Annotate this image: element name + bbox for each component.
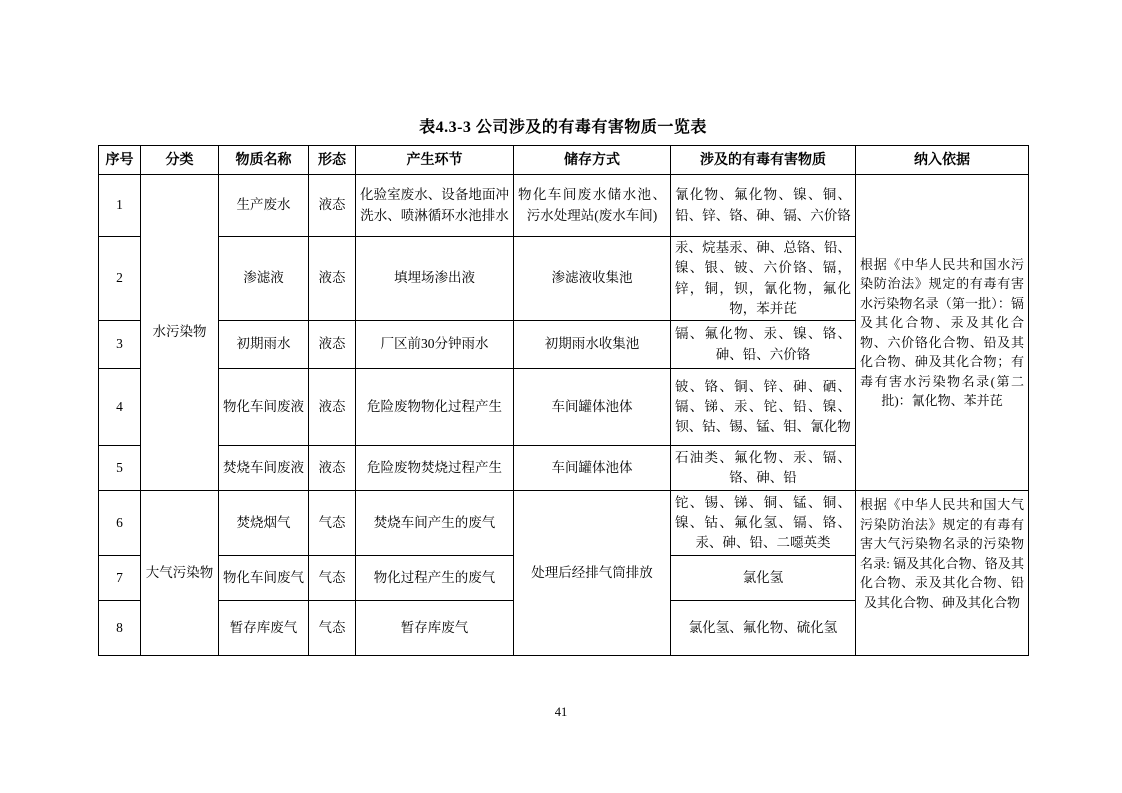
cell-toxics: 铍、铬、铜、锌、砷、硒、镉、锑、汞、铊、铅、镍、钡、钴、锡、锰、钼、氰化物: [671, 369, 856, 446]
cell-source: 危险废物焚烧过程产生: [356, 446, 514, 491]
header-row: [99, 146, 1029, 175]
column-header-serial: 序号: [99, 146, 141, 175]
table-row-1: [99, 175, 1029, 237]
cell-source: 焚烧车间产生的废气: [356, 491, 514, 556]
cell-toxics: 氯化氢: [671, 556, 856, 601]
cell-source: 危险废物物化过程产生: [356, 369, 514, 446]
cell-form: 气态: [309, 556, 356, 601]
cell-serial: 5: [99, 446, 141, 491]
cell-substance-name: 焚烧烟气: [219, 491, 309, 556]
cell-serial: 1: [99, 175, 141, 237]
cell-substance-name: 渗滤液: [219, 237, 309, 321]
cell-source: 物化过程产生的废气: [356, 556, 514, 601]
cell-basis-air: 根据《中华人民共和国大气污染防治法》规定的有毒有害大气污染物名录的污染物名录: 镉及其化合物、铬及其化合物、汞及其化合物、铅及其化合物、砷及其化合物: [856, 491, 1029, 656]
cell-category-air: 大气污染物: [141, 491, 219, 656]
cell-source: 厂区前30分钟雨水: [356, 321, 514, 369]
cell-storage: 渗滤液收集池: [514, 237, 671, 321]
table-title: 表4.3-3 公司涉及的有毒有害物质一览表: [419, 119, 707, 136]
cell-form: 液态: [309, 369, 356, 446]
cell-storage: 车间罐体池体: [514, 446, 671, 491]
cell-serial: 2: [99, 237, 141, 321]
cell-form: 气态: [309, 601, 356, 656]
cell-storage: 车间罐体池体: [514, 369, 671, 446]
cell-substance-name: 物化车间废液: [219, 369, 309, 446]
column-header-basis: 纳入依据: [856, 146, 1029, 175]
cell-source: 暂存库废气: [356, 601, 514, 656]
cell-category-water: 水污染物: [141, 175, 219, 491]
cell-source: 化验室废水、设备地面冲洗水、喷淋循环水池排水: [356, 175, 514, 237]
column-header-toxics: 涉及的有毒有害物质: [671, 146, 856, 175]
column-header-form: 形态: [309, 146, 356, 175]
column-header-storage: 储存方式: [514, 146, 671, 175]
cell-substance-name: 初期雨水: [219, 321, 309, 369]
cell-substance-name: 暂存库废气: [219, 601, 309, 656]
cell-substance-name: 焚烧车间废液: [219, 446, 309, 491]
cell-toxics: 镉、氟化物、汞、镍、铬、砷、铅、六价铬: [671, 321, 856, 369]
cell-form: 液态: [309, 175, 356, 237]
page-number: 41: [554, 705, 568, 719]
cell-toxics: 石油类、氟化物、汞、镉、铬、砷、铅: [671, 446, 856, 491]
cell-toxics: 氯化氢、氟化物、硫化氢: [671, 601, 856, 656]
cell-form: 液态: [309, 446, 356, 491]
cell-serial: 4: [99, 369, 141, 446]
cell-basis-water: 根据《中华人民共和国水污染防治法》规定的有毒有害水污染物名录（第一批）：镉及其化合物、汞及其化合物、六价铬化合物、铅及其化合物、砷及其化合物；有毒有害水污染物名录(第二批)：氰化物、苯并芘: [856, 175, 1029, 491]
cell-form: 液态: [309, 237, 356, 321]
cell-serial: 8: [99, 601, 141, 656]
cell-form: 气态: [309, 491, 356, 556]
cell-substance-name: 生产废水: [219, 175, 309, 237]
cell-toxics: 铊、锡、锑、铜、锰、铜、镍、钴、氟化氢、镉、铬、汞、砷、铅、二噁英类: [671, 491, 856, 556]
cell-storage: 物化车间废水储水池、污水处理站(废水车间): [514, 175, 671, 237]
cell-storage: 初期雨水收集池: [514, 321, 671, 369]
cell-source: 填埋场渗出液: [356, 237, 514, 321]
cell-substance-name: 物化车间废气: [219, 556, 309, 601]
cell-storage-air: 处理后经排气筒排放: [514, 491, 671, 656]
cell-serial: 6: [99, 491, 141, 556]
column-header-category: 分类: [141, 146, 219, 175]
cell-toxics: 汞、烷基汞、砷、总铬、铅、镍、银、铍、六价铬、镉，锌，铜，钡，氰化物，氟化物，苯并芘: [671, 237, 856, 321]
cell-form: 液态: [309, 321, 356, 369]
cell-toxics: 氰化物、氟化物、镍、铜、铅、锌、铬、砷、镉、六价铬: [671, 175, 856, 237]
table-row-6: [99, 491, 1029, 556]
cell-serial: 3: [99, 321, 141, 369]
column-header-substance-name: 物质名称: [219, 146, 309, 175]
toxic-substances-table: [98, 145, 1029, 656]
cell-serial: 7: [99, 556, 141, 601]
column-header-source: 产生环节: [356, 146, 514, 175]
